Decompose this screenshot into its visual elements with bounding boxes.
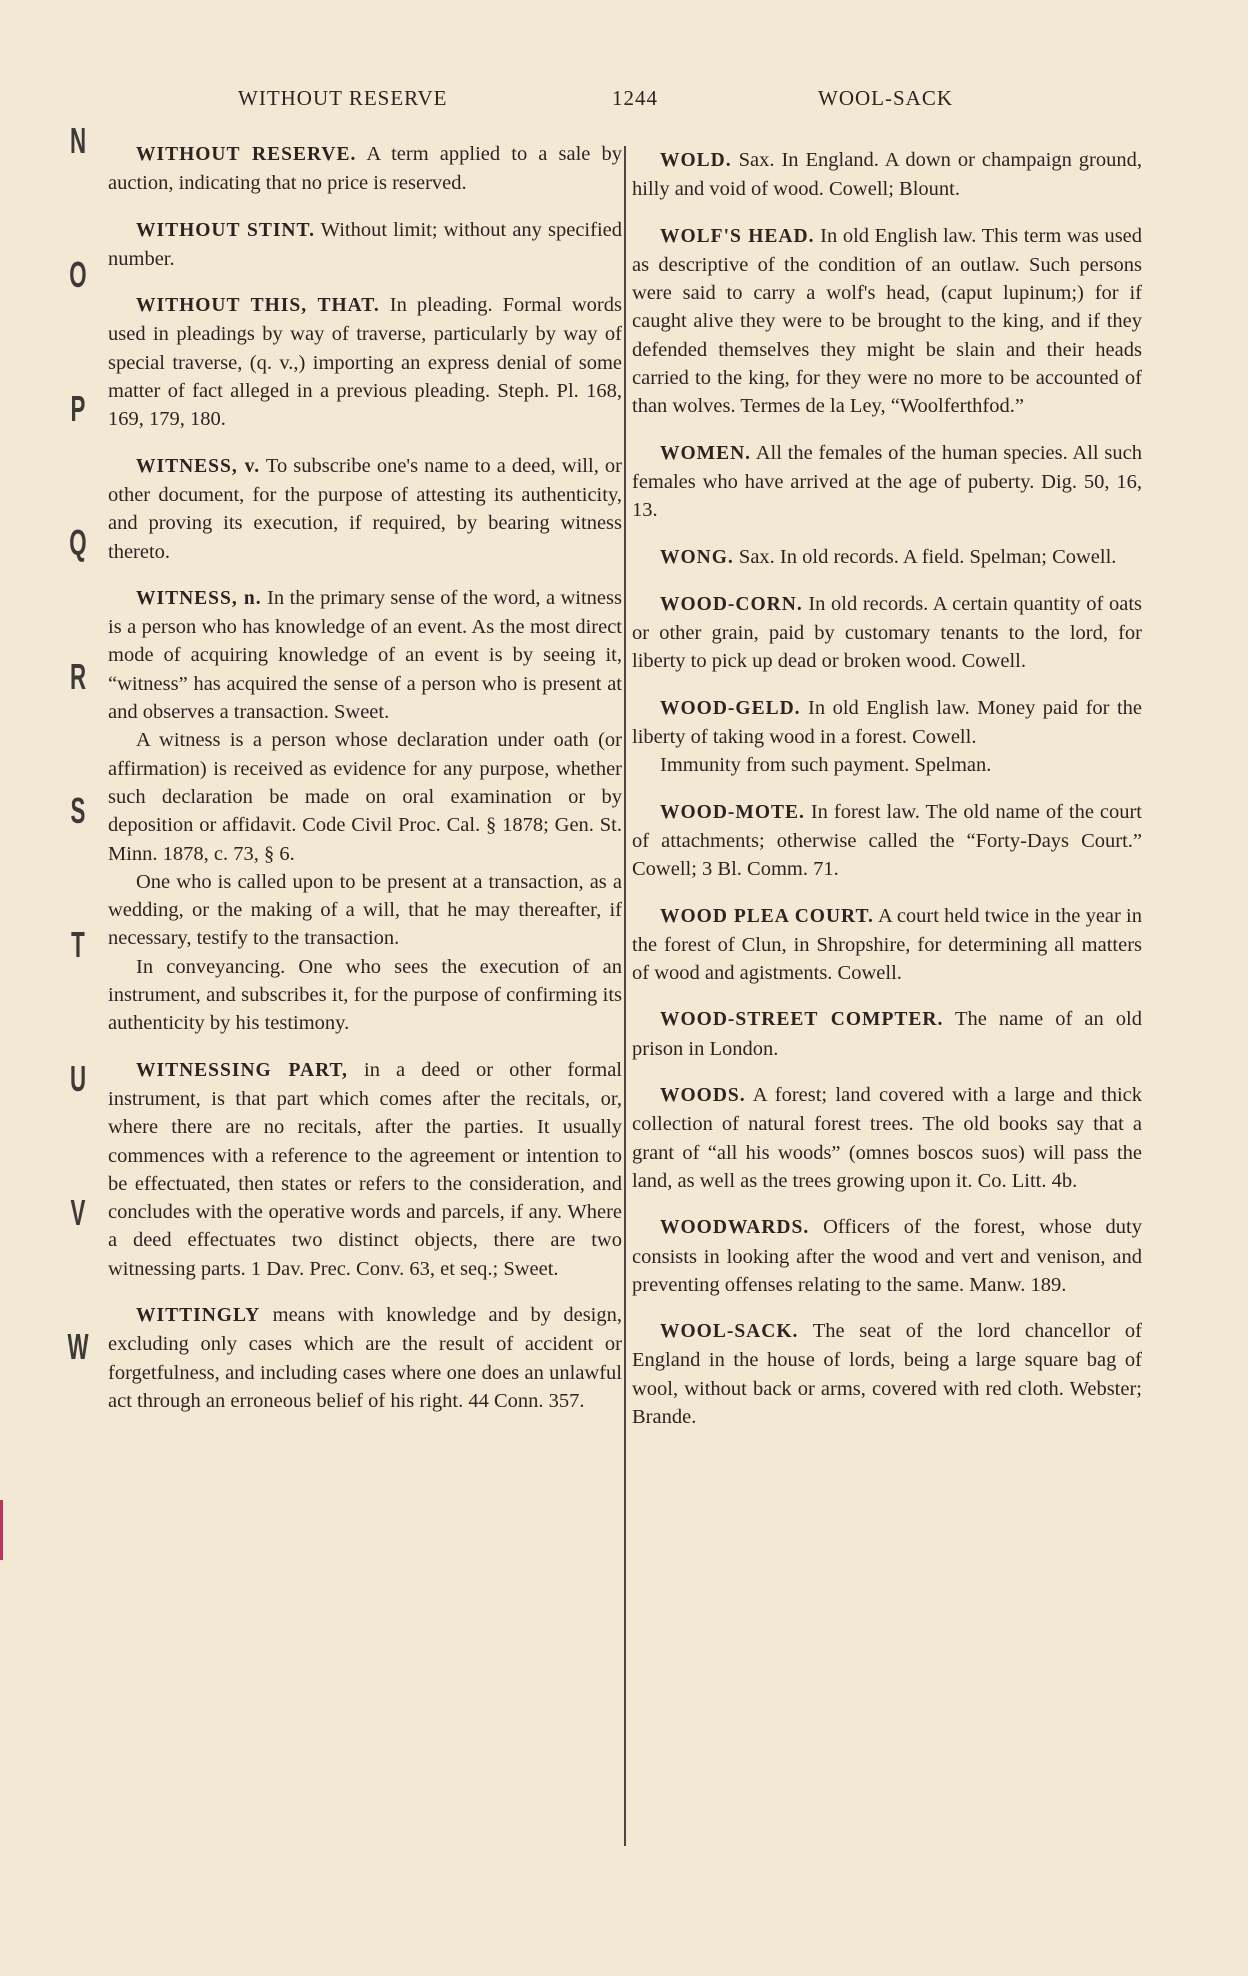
entry-headword: WOLF'S HEAD. bbox=[660, 225, 815, 247]
dictionary-entry bbox=[108, 584, 622, 1038]
entry-headword: WITNESS, n. bbox=[136, 587, 262, 609]
entry-text: In pleading. Formal words used in pleadings by way of traverse, particularly by way of special traverse, (q. v.,) importing an express denial of some matter of fact alleged in a previous pleading. Steph. Pl. 168, 169, 179, 180. bbox=[108, 294, 622, 431]
entry-text: A witness is a person whose declaration under oath (or affirmation) is received as evidence for any purpose, whether such declaration be made on oral examination or by deposition or affidavit. Code Civil Proc. Cal. § 1878; Gen. St. Minn. 1878, c. 73, § 6. bbox=[108, 729, 622, 865]
dictionary-entry bbox=[108, 291, 622, 433]
entry-text: A forest; land covered with a large and thick collection of natural forest trees. The old books say that a grant of “all his woods” (omnes boscos suos) will pass the land, as well as the trees growing upon it. Co. Litt. 4b. bbox=[632, 1084, 1142, 1192]
thumb-index-letter[interactable]: Q bbox=[69, 522, 87, 563]
page-number: 1244 bbox=[612, 86, 658, 110]
entry-headword: WOLD. bbox=[660, 150, 732, 171]
entry-text: In old records. A certain quantity of oats or other grain, paid by customary tenants to the lord, for liberty to pick up dead or broken wood. Cowell. bbox=[632, 592, 1142, 673]
entry-headword: WITHOUT STINT. bbox=[136, 219, 315, 241]
entry-text: In the primary sense of the word, a witness is a person who has knowledge of an event. As the most direct mode of acquiring knowledge of an event is by seeing it, “witness” has acquired the sense of a person who is present at and observes a transaction. Sweet. bbox=[108, 586, 622, 724]
dictionary-entry bbox=[632, 694, 1142, 780]
dictionary-entry bbox=[108, 1301, 622, 1415]
running-head-left: WITHOUT RESERVE bbox=[238, 86, 448, 110]
entry-headword: WITHOUT RESERVE. bbox=[136, 144, 357, 165]
entry-text: in a deed or other formal instrument, is that part which comes after the recitals, or, where there are no recitals, after the parties. It usually commences with a reference to the agreement or intention to be effectuated, then states or refers to the consideration, and concludes with the operative words and parcels, if any. Where a deed effectuates two distinct objects, there are two witnessing parts. 1 Dav. Prec. Conv. 63, et seq.; Sweet. bbox=[108, 1058, 623, 1280]
entry-headword: WITNESSING PART, bbox=[136, 1059, 348, 1081]
entry-text: In old English law. Money paid for the liberty of taking wood in a forest. Cowell. bbox=[632, 696, 1143, 749]
entry-headword: WOMEN. bbox=[660, 442, 752, 464]
thumb-index-letter[interactable]: O bbox=[69, 254, 87, 295]
entry-headword: WOODWARDS. bbox=[660, 1217, 810, 1239]
entry-text: In old English law. This term was used as descriptive of the condition of an outlaw. Such persons were said to carry a wolf's head, (caput lupinum;) for if caught alive they were to be brought to the king, and if they defended themselves they might be slain and their heads carried to the king, for they were no more to be accounted of than wolves. Termes de la Ley, “Woolferthfod.” bbox=[632, 224, 1143, 418]
dictionary-entry bbox=[632, 1213, 1142, 1299]
thumb-index-letter[interactable]: S bbox=[70, 790, 86, 831]
entry-text: Sax. In old records. A field. Spelman; Cowell. bbox=[738, 545, 1117, 568]
thumb-index-letter[interactable]: N bbox=[69, 120, 87, 161]
entry-text: The name of an old prison in London. bbox=[632, 1008, 1142, 1060]
entry-headword: WOOD-STREET COMPTER. bbox=[660, 1009, 944, 1031]
entry-headword: WOOD-CORN. bbox=[660, 593, 803, 615]
dictionary-entry bbox=[632, 1317, 1142, 1431]
entry-headword: WOODS. bbox=[660, 1085, 746, 1107]
thumb-index-letter[interactable]: P bbox=[70, 388, 86, 429]
entry-text: Sax. In England. A down or champaign ground, hilly and void of wood. Cowell; Blount. bbox=[632, 149, 1143, 201]
entry-text: To subscribe one's name to a deed, will, or other document, for the purpose of attesting its authenticity, and proving its execution, if required, by bearing witness thereto. bbox=[108, 454, 622, 563]
thumb-index-letter[interactable]: R bbox=[69, 656, 87, 697]
entry-text: means with knowledge and by design, excluding only cases which are the result of accident or forgetfulness, and including cases where one does an unlawful act through an erroneous belief of his right. 44 Conn. 357. bbox=[108, 1303, 622, 1412]
thumb-index-letter[interactable]: T bbox=[71, 924, 85, 965]
running-head-right: WOOL-SACK bbox=[818, 86, 953, 110]
dictionary-entry bbox=[632, 439, 1142, 525]
entry-headword: WOOD-MOTE. bbox=[660, 801, 805, 823]
column-rule bbox=[624, 146, 626, 1846]
entry-headword: WITHOUT THIS, THAT. bbox=[136, 295, 380, 317]
dictionary-entry bbox=[632, 1005, 1142, 1063]
entry-text: All the females of the human species. All such females who have arrived at the age of puberty. Dig. 50, 16, 13. bbox=[632, 441, 1142, 522]
page-edge-marker bbox=[0, 1500, 3, 1560]
entry-text: One who is called upon to be present at a transaction, as a wedding, or the making of a will, that he may thereafter, if necessary, testify to the transaction. bbox=[108, 870, 622, 950]
entry-text: In conveyancing. One who sees the execution of an instrument, and subscribes it, for the purpose of confirming its authenticity by his testimony. bbox=[108, 955, 622, 1035]
dictionary-entry bbox=[632, 146, 1142, 204]
dictionary-entry bbox=[632, 590, 1142, 676]
dictionary-entry bbox=[632, 798, 1142, 884]
thumb-index bbox=[58, 0, 98, 1976]
dictionary-entry bbox=[108, 452, 622, 566]
thumb-index-letter[interactable]: W bbox=[67, 1326, 89, 1367]
dictionary-entry bbox=[108, 140, 622, 198]
dictionary-entry bbox=[108, 1056, 622, 1283]
dictionary-entry bbox=[632, 1081, 1142, 1195]
left-column bbox=[108, 140, 622, 1433]
entry-headword: WOOD PLEA COURT. bbox=[660, 905, 874, 927]
entry-headword: WOOD-GELD. bbox=[660, 697, 801, 719]
thumb-index-letter[interactable]: V bbox=[70, 1192, 86, 1233]
entry-headword: WITNESS, v. bbox=[136, 455, 261, 477]
entry-text: A term applied to a sale by auction, indicating that no price is reserved. bbox=[108, 143, 623, 195]
entry-text: In forest law. The old name of the court of attachments; otherwise called the “Forty-Days Court.” Cowell; 3 Bl. Comm. 71. bbox=[632, 800, 1143, 881]
entry-text: The seat of the lord chancellor of England in the house of lords, being a large square bag of wool, without back or arms, covered with red cloth. Webster; Brande. bbox=[632, 1320, 1142, 1428]
dictionary-entry bbox=[632, 222, 1142, 421]
right-column bbox=[632, 146, 1142, 1449]
entry-text: Without limit; without any specified number. bbox=[108, 218, 622, 270]
dictionary-entry bbox=[632, 543, 1142, 572]
entry-text: A court held twice in the year in the forest of Clun, in Shropshire, for determining all matters of wood and agistments. Cowell. bbox=[632, 904, 1142, 985]
thumb-index-letter[interactable]: U bbox=[69, 1058, 87, 1099]
dictionary-entry bbox=[632, 902, 1142, 988]
entry-headword: WITTINGLY bbox=[136, 1304, 261, 1326]
entry-headword: WONG. bbox=[660, 546, 734, 568]
entry-text: Officers of the forest, whose duty consists in looking after the wood and vert and venison, and preventing offenses relating to the same. Manw. 189. bbox=[632, 1216, 1142, 1296]
dictionary-entry bbox=[108, 216, 622, 274]
entry-headword: WOOL-SACK. bbox=[660, 1321, 799, 1343]
entry-text: Immunity from such payment. Spelman. bbox=[660, 754, 992, 777]
